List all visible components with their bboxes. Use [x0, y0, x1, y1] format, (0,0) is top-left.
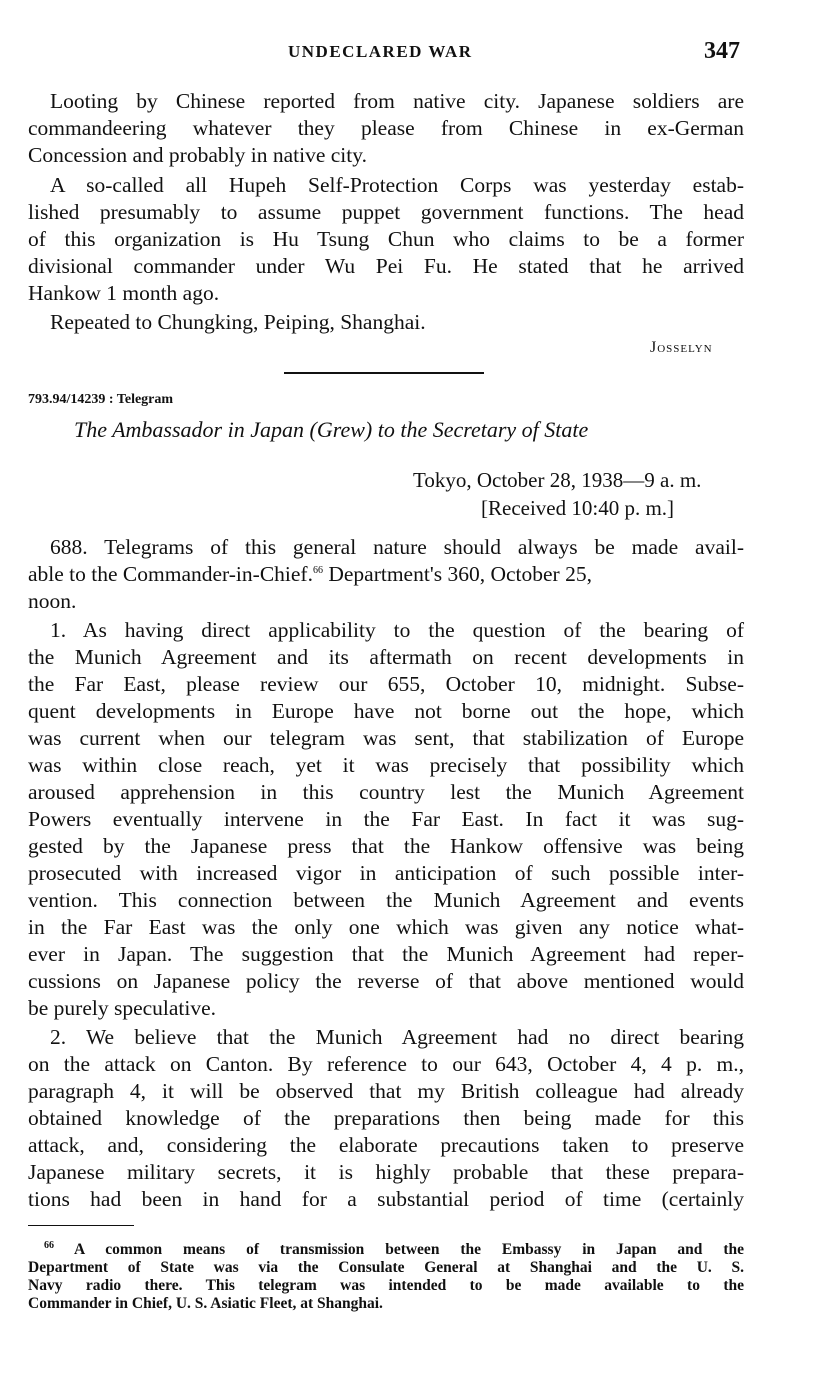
footnote-line: Navy radio there. This telegram was intended to be made available to the: [28, 1277, 744, 1294]
text-line: the Far East, please review our 655, October 10, midnight. Subse-: [28, 672, 744, 696]
text-line: 1. As having direct applicability to the question of the bearing of: [50, 618, 744, 642]
text-line: Japanese military secrets, it is highly probable that these prepara-: [28, 1160, 744, 1184]
text-line: on the attack on Canton. By reference to our 643, October 4, 4 p. m.,: [28, 1052, 744, 1076]
received-time: [Received 10:40 p. m.]: [481, 496, 675, 520]
page-number: 347: [704, 38, 740, 64]
text-line: of this organization is Hu Tsung Chun who claims to be a former: [28, 227, 744, 251]
text-line: 688. Telegrams of this general nature should always be made avail-: [50, 535, 744, 559]
footnote-ref: 66: [312, 564, 323, 576]
footnote-line: Department of State was via the Consulate General at Shanghai and the U. S.: [28, 1259, 744, 1276]
text-line: Hankow 1 month ago.: [28, 281, 220, 305]
text-line: cussions on Japanese policy the reverse of that above mentioned would: [28, 969, 744, 993]
text-line: lished presumably to assume puppet government functions. The head: [28, 200, 744, 224]
text-line: Looting by Chinese reported from native city. Japanese soldiers are: [50, 89, 744, 113]
signature: Josselyn: [650, 339, 713, 356]
text-line: vention. This connection between the Munich Agreement and events: [28, 888, 744, 912]
text-line: able to the Commander-in-Chief.$^{66}$ Department's 360, October 25,: [28, 562, 592, 586]
text-line: noon.: [28, 589, 77, 613]
footnote-marker: 66: [44, 1239, 54, 1251]
text-line: attack, and, considering the elaborate precautions taken to preserve: [28, 1133, 744, 1157]
text-line: commandeering whatever they please from Chinese in ex-German: [28, 116, 744, 140]
text-line: paragraph 4, it will be observed that my British colleague had already: [28, 1079, 744, 1103]
text-line: ever in Japan. The suggestion that the Munich Agreement had reper-: [28, 942, 744, 966]
text-line: obtained knowledge of the preparations then being made for this: [28, 1106, 744, 1130]
text-line: be purely speculative.: [28, 996, 217, 1020]
file-number: 793.94/14239 : Telegram: [28, 392, 174, 407]
text-line: in the Far East was the only one which was given any notice what-: [28, 915, 744, 939]
dateline: Tokyo, October 28, 1938—9 a. m.: [413, 468, 702, 492]
document-title: The Ambassador in Japan (Grew) to the Secretary of State: [74, 417, 589, 442]
text-line: prosecuted with increased vigor in anticipation of such possible inter-: [28, 861, 744, 885]
footnote-divider: [28, 1225, 134, 1226]
text-line: divisional commander under Wu Pei Fu. He stated that he arrived: [28, 254, 744, 278]
text-line: was within close reach, yet it was precisely that possibility which: [28, 753, 744, 777]
text-line: quent developments in Europe have not borne out the hope, which: [28, 699, 744, 723]
running-title: UNDECLARED WAR: [288, 42, 473, 61]
text-line: A so-called all Hupeh Self-Protection Corps was yesterday estab-: [50, 173, 744, 197]
section-divider: [284, 372, 484, 374]
running-head: [0, 38, 834, 68]
text-line: Repeated to Chungking, Peiping, Shanghai.: [50, 310, 426, 334]
text-line: gested by the Japanese press that the Hankow offensive was being: [28, 834, 744, 858]
text-line: Powers eventually intervene in the Far East. In fact it was sug-: [28, 807, 744, 831]
text-line: 2. We believe that the Munich Agreement had no direct bearing: [50, 1025, 744, 1049]
text-line: was current when our telegram was sent, that stabilization of Europe: [28, 726, 744, 750]
footnote-line: $^{66}$ A common means of transmission between the Embassy in Japan and the: [44, 1239, 744, 1258]
text-line: tions had been in hand for a substantial period of time (certainly: [28, 1187, 744, 1211]
text-line: the Munich Agreement and its aftermath on recent developments in: [28, 645, 744, 669]
text-line: Concession and probably in native city.: [28, 143, 367, 167]
footnote-line: Commander in Chief, U. S. Asiatic Fleet, at Shanghai.: [28, 1295, 383, 1312]
text-line: aroused apprehension in this country lest the Munich Agreement: [28, 780, 744, 804]
